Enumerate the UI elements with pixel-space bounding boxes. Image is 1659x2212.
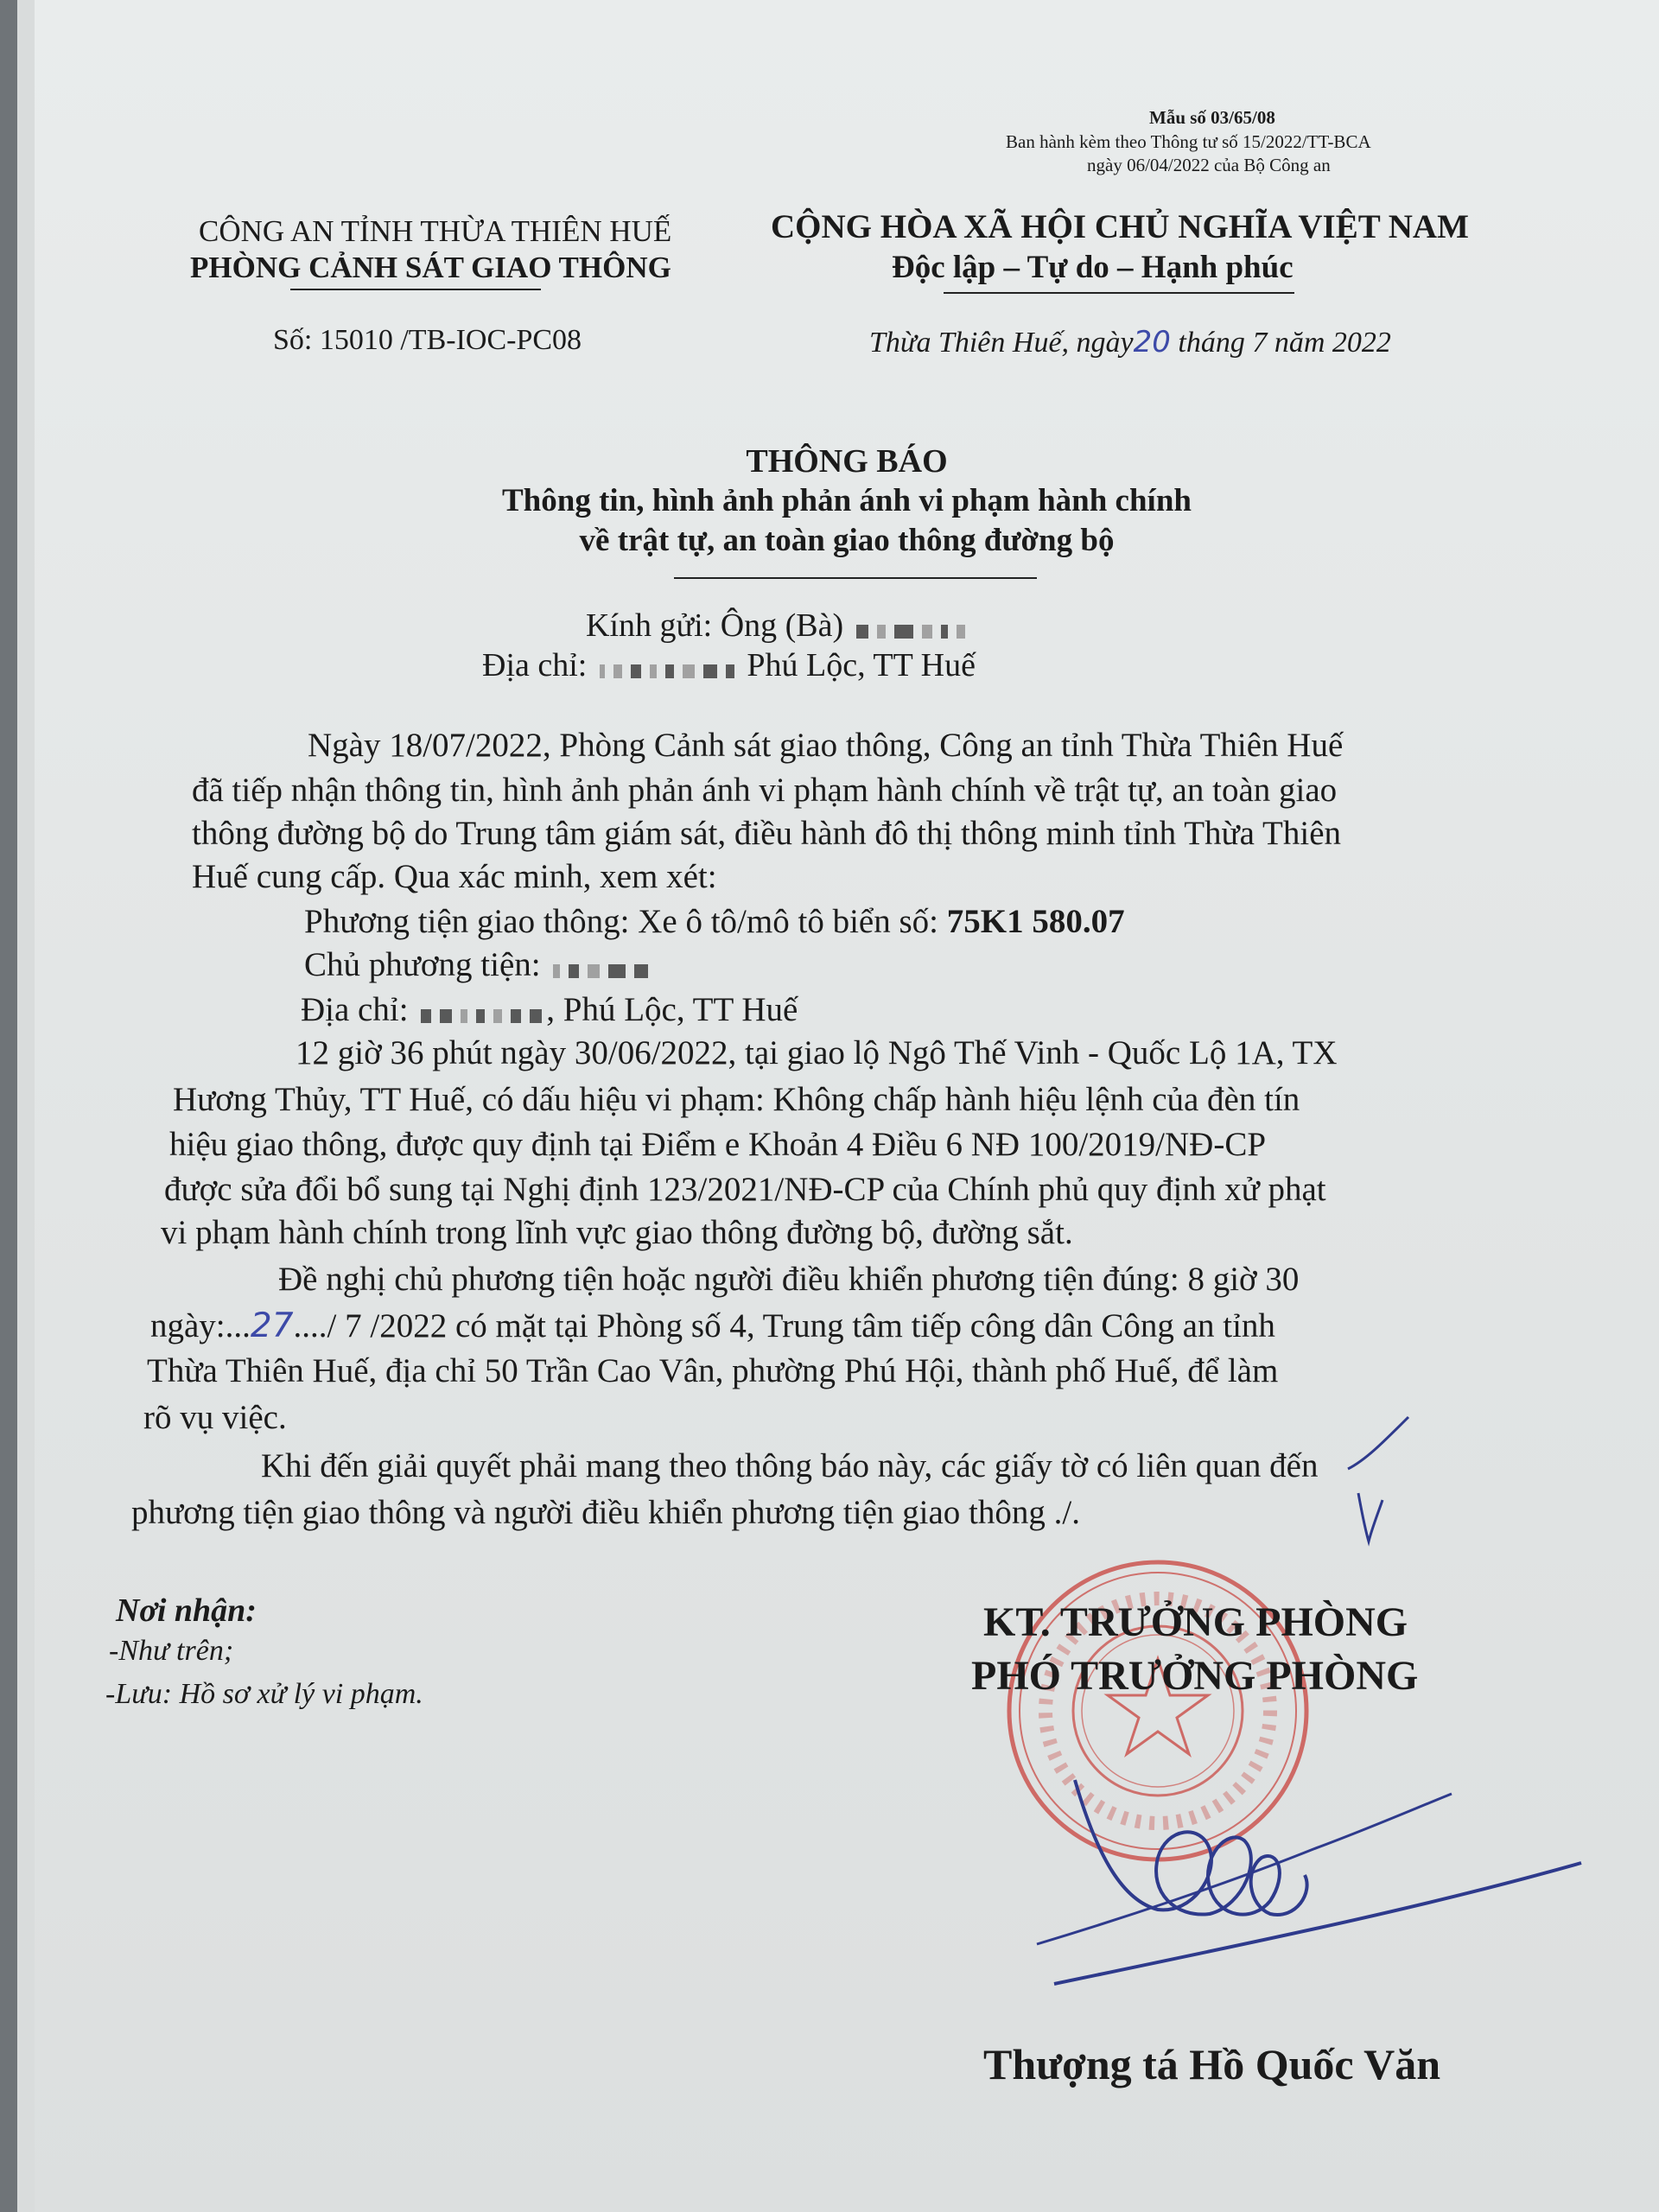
form-issued-with: Ban hành kèm theo Thông tư số 15/2022/TT-BCA — [1006, 131, 1371, 152]
signature-title-1: KT. TRƯỞNG PHÒNG — [983, 1599, 1408, 1645]
body-line: Huế cung cấp. Qua xác minh, xem xét: — [192, 858, 717, 895]
body-line: Khi đến giải quyết phải mang theo thông báo này, các giấy tờ có liên quan đến — [261, 1447, 1319, 1484]
recipient-line — [586, 607, 969, 647]
signature-title-2: PHÓ TRƯỞNG PHÒNG — [971, 1653, 1419, 1699]
document-number: Số: 15010 /TB-IOC-PC08 — [273, 324, 582, 356]
recipient-address-label: Địa chỉ: — [482, 647, 588, 683]
body-line: Ngày 18/07/2022, Phòng Cảnh sát giao thông, Công an tỉnh Thừa Thiên Huế — [308, 727, 1344, 764]
body-line: đã tiếp nhận thông tin, hình ảnh phản ánh vi phạm hành chính về trật tự, an toàn giao — [192, 772, 1338, 809]
issue-date-suffix: tháng 7 năm 2022 — [1178, 327, 1391, 359]
document-title: THÔNG BÁO — [746, 443, 948, 480]
owner-address-line — [301, 990, 798, 1033]
form-code: Mẫu số 03/65/08 — [1149, 107, 1275, 128]
appointment-suffix: ..../ 7 /2022 có mặt tại Phòng số 4, Trung tâm tiếp công dân Công an tỉnh — [293, 1307, 1275, 1344]
recipient-greeting: Kính gửi: Ông (Bà) — [586, 607, 844, 644]
body-line: Thừa Thiên Huế, địa chỉ 50 Trần Cao Vân, phường Phú Hội, thành phố Huế, để làm — [147, 1352, 1279, 1389]
recipients-title: Nơi nhận: — [116, 1592, 257, 1629]
owner-address-label: Địa chỉ: — [301, 991, 409, 1028]
document-page — [35, 0, 1659, 2212]
body-line: Đề nghị chủ phương tiện hoặc người điều khiển phương tiện đúng: 8 giờ 30 — [278, 1261, 1300, 1298]
owner-address-suffix: , Phú Lộc, TT Huế — [546, 991, 798, 1028]
body-line: phương tiện giao thông và người điều khiển phương tiện giao thông ./. — [131, 1494, 1080, 1531]
redacted-owner-address — [416, 994, 546, 1033]
body-line: thông đường bộ do Trung tâm giám sát, điều hành đô thị thông minh tỉnh Thừa Thiên — [192, 815, 1341, 852]
vehicle-line — [304, 902, 1125, 941]
recipients-item: -Lưu: Hồ sơ xử lý vi phạm. — [105, 1678, 423, 1710]
body-line: được sửa đổi bổ sung tại Nghị định 123/2021/NĐ-CP của Chính phủ quy định xử phạt — [164, 1171, 1326, 1208]
appointment-prefix: ngày:... — [150, 1307, 251, 1344]
appointment-day: 27 — [250, 1306, 294, 1345]
department-name: PHÒNG CẢNH SÁT GIAO THÔNG — [190, 251, 671, 284]
body-line: vi phạm hành chính trong lĩnh vực giao thông đường bộ, đường sắt. — [161, 1214, 1073, 1251]
body-line: 12 giờ 36 phút ngày 30/06/2022, tại giao lộ Ngô Thế Vinh - Quốc Lộ 1A, TX — [296, 1034, 1338, 1071]
redacted-owner — [549, 949, 652, 988]
appointment-line — [150, 1306, 1275, 1345]
national-title: CỘNG HÒA XÃ HỘI CHỦ NGHĨA VIỆT NAM — [771, 208, 1469, 245]
owner-label: Chủ phương tiện: — [304, 946, 541, 983]
recipients-item: -Như trên; — [109, 1635, 234, 1667]
license-plate: 75K1 580.07 — [946, 903, 1125, 940]
issue-date — [869, 325, 1391, 359]
body-line: Hương Thủy, TT Huế, có dấu hiệu vi phạm: Không chấp hành hiệu lệnh của đèn tín — [173, 1081, 1300, 1118]
national-motto: Độc lập – Tự do – Hạnh phúc — [892, 250, 1294, 285]
issue-date-day: 20 — [1133, 325, 1171, 359]
issue-date-prefix: Thừa Thiên Huế, ngày — [869, 327, 1134, 359]
body-line: hiệu giao thông, được quy định tại Điểm e Khoản 4 Điều 6 NĐ 100/2019/NĐ-CP — [169, 1126, 1267, 1163]
redacted-name — [852, 609, 969, 647]
recipient-address-suffix: Phú Lộc, TT Huế — [747, 647, 976, 683]
title-underline — [674, 577, 1037, 579]
redacted-address — [595, 649, 739, 687]
vehicle-label: Phương tiện giao thông: Xe ô tô/mô tô biển số: — [304, 903, 938, 940]
document-subtitle-1: Thông tin, hình ảnh phản ánh vi phạm hành chính — [502, 483, 1192, 518]
agency-name: CÔNG AN TỈNH THỪA THIÊN HUẾ — [199, 214, 672, 248]
document-subtitle-2: về trật tự, an toàn giao thông đường bộ — [579, 523, 1115, 558]
body-line: rõ vụ việc. — [143, 1399, 287, 1436]
signer-name: Thượng tá Hồ Quốc Văn — [983, 2040, 1441, 2088]
recipient-address-line — [482, 646, 976, 687]
form-issued-date: ngày 06/04/2022 của Bộ Công an — [1087, 155, 1331, 175]
header-right-underline — [944, 292, 1294, 294]
header-left-underline — [290, 289, 541, 290]
owner-line — [304, 945, 652, 988]
